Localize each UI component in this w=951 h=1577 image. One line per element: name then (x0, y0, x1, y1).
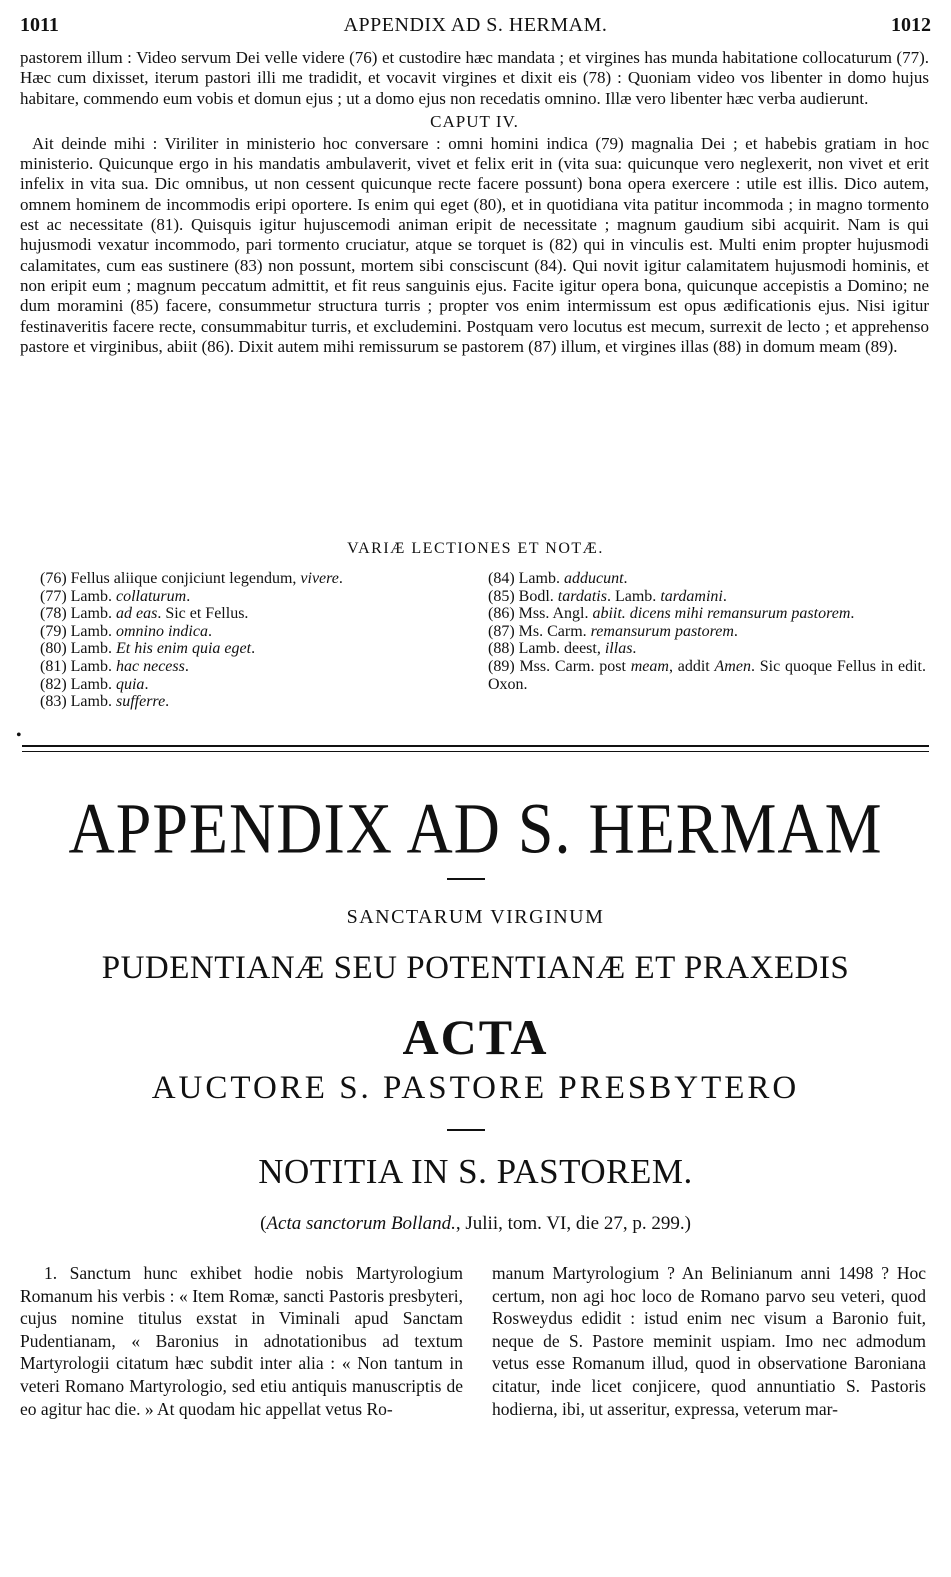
note-right-item (488, 605, 926, 623)
note-left-item (40, 640, 480, 658)
note-num: (78) (40, 605, 67, 623)
note-num: (82) (40, 675, 67, 693)
note-left-item (40, 658, 480, 676)
note-pre: Lamb. (70, 657, 116, 675)
note-post: . (144, 675, 149, 693)
running-header (20, 8, 931, 42)
note-ital: meam (630, 657, 669, 675)
subtitle-pudentianae: PUDENTIANÆ SEU POTENTIANÆ ET PRAXEDIS (101, 950, 850, 986)
note-ital: Et his enim quia eget (115, 640, 252, 658)
note-ital: collaturum (115, 587, 187, 605)
body-left-column: 1. Sanctum hunc exhibet hodie nobis Martyrologium Romanum his verbis : « Item Romæ, sancti Pastoris presbyteri, cujus nomine titulus exstat in Viminali apud Sanctam Pudentianam, « Baronius in adnotationibus ad textum Martyrologii citatum hæc subdit inter alia : « Non tantum in veteri Romano Martyrologio, sed etiu antiquis manuscriptis de eo agitur hac die. » At quodam hic appellat vetus Ro- (20, 1263, 463, 1419)
note-left-item (40, 623, 480, 641)
note-post: . (632, 640, 637, 658)
note-ital: quia (115, 675, 145, 693)
note-pre: Lamb. (70, 587, 116, 605)
note-ital: remansurum pastorem (590, 622, 734, 640)
note-post: . (165, 693, 170, 711)
note-num: (77) (40, 587, 67, 605)
note-ital: sufferre (115, 693, 166, 711)
notes-title: VARIÆ LECTIONES ET NOTÆ. (347, 540, 604, 557)
note-ital: adducunt (563, 570, 624, 587)
note-pre: Lamb. (518, 570, 564, 587)
double-rule-top (22, 745, 929, 747)
note-post: . (733, 622, 738, 640)
note-pre: Lamb. (70, 640, 116, 658)
note-post: . (338, 570, 343, 587)
subtitle-auctore: AUCTORE S. PASTORE PRESBYTERO (151, 1070, 800, 1106)
note-num: (85) (488, 587, 515, 605)
note-num: (83) (40, 693, 67, 711)
margin-mark: • (16, 727, 22, 744)
double-rule-bottom (22, 751, 929, 752)
title-rule-1 (447, 878, 485, 880)
note-num: (79) (40, 622, 67, 640)
note-pre: Ms. Carm. (518, 622, 591, 640)
note-ital: ad eas (115, 605, 158, 623)
note-num: (84) (488, 570, 515, 587)
notitia-heading: NOTITIA IN S. PASTOREM. (258, 1152, 693, 1191)
subtitle-acta: ACTA (402, 1009, 549, 1065)
note-post: . (623, 570, 628, 587)
note-pre: Lamb. (70, 622, 116, 640)
note-post: . (850, 605, 855, 623)
note-pre: Lamb. deest, (518, 640, 605, 658)
note-pre: Lamb. (70, 675, 116, 693)
citation-italic-2: Bolland. (390, 1213, 456, 1234)
page-number-left: 1011 (20, 14, 59, 36)
note-ital: abiit. dicens mihi remansurum pastorem (592, 605, 851, 623)
note-post: , addit (668, 657, 715, 675)
note-left-item (40, 588, 480, 606)
running-title: APPENDIX AD S. HERMAM. (343, 14, 608, 36)
section-title: APPENDIX AD S. HERMAM (68, 788, 883, 869)
note-post: . (184, 657, 189, 675)
title-rule-2 (447, 1129, 485, 1131)
note-pre: Mss. Angl. (518, 605, 593, 623)
note-left-item (40, 570, 480, 588)
page-number-right: 1012 (891, 14, 931, 36)
note-right-item (488, 658, 926, 693)
note-num: (87) (488, 622, 515, 640)
note-right-item (488, 640, 926, 658)
note-pre: Mss. Carm. post (519, 657, 631, 675)
note-num: (80) (40, 640, 67, 658)
note-num: (86) (488, 605, 515, 623)
note-post: . (251, 640, 256, 658)
citation-rest: , Julii, tom. VI, die 27, p. 299.) (455, 1213, 691, 1234)
note-num: (81) (40, 657, 67, 675)
note-num: (88) (488, 640, 515, 658)
note-post: . (207, 622, 212, 640)
note-left-item (40, 676, 480, 694)
note-ital: hac necess (115, 657, 185, 675)
note-num: (89) (488, 657, 515, 675)
note-right-item (488, 623, 926, 641)
note-ital: vivere (300, 570, 339, 587)
paragraph-2: Ait deinde mihi : Viriliter in ministerio hoc conversare : omni homini indica (79) magnalia Dei ; et habebis gratiam in hoc ministerio. Quicunque ergo in his mandatis ambulaverit, vivet et felix erit in (vita sua: quicunque vero neglexerit, non vivet et erit infelix in vita sua. Dic omnibus, ut non cessent quicunque recte facere possunt) bona opera exercere : utile est illis. Dico autem, omnem hominem de incommodis eripi oportere. Is enim qui eget (80), et in quotidiana vita patitur incommoda ; in magno tormento est ac necessitate (81). Quisquis igitur hujuscemodi animan eripit de necessitate ; magnum gaudium sibi acquirit. Nam is qui hujusmodi vexatur incommodo, pari tormento cruciatur, atque se torquet is (82) qui in vinculis est. Multi enim propter hujusmodi calamitates, cum eas sustinere (83) non possunt, mortem sibi consciscunt (84). Qui novit igitur calamitatem hujusmodi hominis, et non eripit eum ; magnum peccatum admittit, et fit reus sanguinis ejus. Facite igitur opera bona, quicunque accepistis a Domino; ne dum moramini (85) facere, consummetur structura turris ; propter vos enim intermissum est opus ædificationis ejus. Nisi igitur festinaveritis facere recte, consummabitur turris, et excludemini. Postquam vero locutus est mecum, surrexit de lecto ; et apprehenso pastore et virginibus, abiit (86). Dixit autem mihi remissurum se pastorem (87) illum, et virgines illas (88) in domum meam (89). (20, 133, 929, 356)
note-left-item (40, 605, 480, 623)
note-ital: tardatis (557, 587, 607, 605)
top-text-block (20, 48, 929, 357)
subtitle-sanctarum: SANCTARUM VIRGINUM (346, 906, 605, 928)
note-post: . Lamb. (606, 587, 661, 605)
citation (0, 1213, 951, 1235)
notes-right-column (488, 570, 926, 693)
note-pre: Fellus aliique conjiciunt legendum, (70, 570, 301, 587)
note-ital2: tardamini (660, 587, 723, 605)
note-post2: . (722, 587, 727, 605)
note-post: . (186, 587, 191, 605)
note-post2: . Sic quoque Fellus in edit. Oxon. (488, 657, 926, 693)
notes-left-column (40, 570, 480, 711)
note-right-item (488, 570, 926, 588)
chapter-heading: CAPUT IV. (430, 111, 519, 131)
body-right-column: manum Martyrologium ? An Belinianum anni 1498 ? Hoc certum, non agi hoc loco de Romano parvo seu veteri, quod Rosweydus edidit : istud enim nec visum a Baronio fuit, neque de S. Pastore meminit uspiam. Imo nec admodum vetus esse Romanum illud, quod in observatione Baroniana citatur, inde licet conjicere, quod annuntiatio S. Pastoris hodierna, ibi, ut asseritur, expressa, veterum mar- (492, 1263, 926, 1419)
citation-open: ( (260, 1213, 267, 1234)
citation-italic-1: Acta sanctorum (266, 1213, 387, 1234)
paragraph-1: pastorem illum : Video servum Dei velle videre (76) et custodire hæc mandata ; et virgines has munda habitatione collocaturum (77). Hæc cum dixisset, iterum pastori illi me tradidit, et vocavit virgines et dixit eis (78) : Quoniam video vos libenter in domo hujus habitare, commendo eum vobis et domun ejus ; ut a domo ejus non recedatis omnino. Illæ vero libenter hæc verba audierunt. (20, 48, 929, 108)
note-pre: Lamb. (70, 693, 116, 711)
note-pre: Bodl. (518, 587, 558, 605)
note-num: (76) (40, 570, 67, 587)
note-pre: Lamb. (70, 605, 116, 623)
note-left-item (40, 693, 480, 711)
note-ital2: Amen (714, 657, 751, 675)
note-ital: illas (604, 640, 633, 658)
note-ital: omnino indica (115, 622, 208, 640)
note-post: . Sic et Fellus. (157, 605, 249, 623)
note-right-item (488, 588, 926, 606)
